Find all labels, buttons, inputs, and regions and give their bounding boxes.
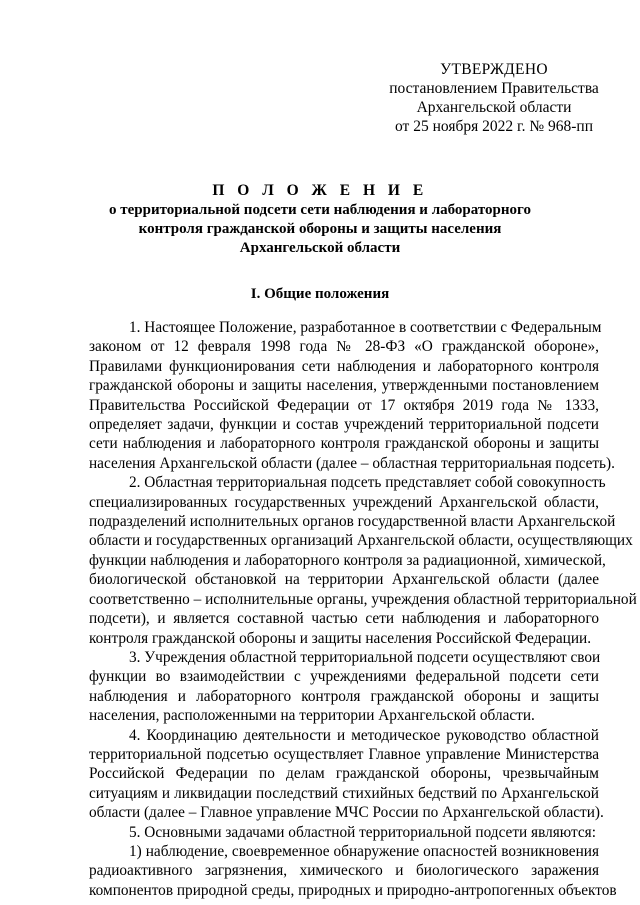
paragraph-line: 1) наблюдение, своевременное обнаружение опасностей возникновения xyxy=(129,842,599,860)
paragraph-line: 3. Учреждения областной территориальной подсети осуществляют свои xyxy=(129,648,601,666)
paragraph-line: подсети), и является составной частью сети наблюдения и лабораторного xyxy=(89,610,599,628)
section-heading: I. Общие положения xyxy=(250,286,390,302)
document-kind: П О Л О Ж Е Н И Е xyxy=(212,182,428,199)
paragraph-line: населения Архангельской области (далее – областная территориальная подсеть). xyxy=(89,454,615,472)
approval-line-2: Архангельской области xyxy=(416,99,572,116)
paragraph-line: области и государственных организаций Архангельской области, осуществляющих xyxy=(89,532,633,550)
paragraph-line: 4. Координацию деятельности и методическое руководство областной xyxy=(129,726,599,744)
paragraph-line: соответственно – исполнительные органы, учреждения областной территориальной xyxy=(89,590,637,608)
paragraph-line: области (далее – Главное управление МЧС России по Архангельской области). xyxy=(89,804,604,822)
paragraph-line: законом от 12 февраля 1998 года № 28-ФЗ «О гражданской обороне», xyxy=(89,338,599,356)
paragraph-line: биологической обстановкой на территории Архангельской области (далее xyxy=(89,571,599,589)
paragraph-line: ситуациям и ликвидации последствий стихийных бедствий по Архангельской xyxy=(89,784,599,802)
paragraph-line: 1. Настоящее Положение, разработанное в соответствии с Федеральным xyxy=(129,319,602,336)
paragraph-line: территориальной подсетью осуществляет Главное управление Министерства xyxy=(89,745,599,763)
paragraph-line: Правительства Российской Федерации от 17 октября 2019 года № 1333, xyxy=(89,396,599,414)
paragraph xyxy=(89,473,637,648)
paragraph-line: наблюдения и лабораторного контроля гражданской обороны и защиты xyxy=(89,687,599,705)
paragraph-line: 2. Областная территориальная подсеть представляет собой совокупность xyxy=(129,474,606,492)
paragraph-line: Российской Федерации по делам гражданской обороны, чрезвычайным xyxy=(89,765,599,783)
paragraph-line: населения, расположенными на территории Архангельской области. xyxy=(89,707,535,725)
document-subject-line: о территориальной подсети сети наблюдения и лабораторного xyxy=(109,202,531,218)
document-subject-line: контроля гражданской обороны и защиты населения xyxy=(138,221,502,237)
paragraph xyxy=(89,823,599,842)
document-subject-line: Архангельской области xyxy=(239,240,401,256)
approval-line-1: постановлением Правительства xyxy=(389,80,599,97)
document-subject xyxy=(90,201,550,258)
paragraph-line: компонентов природной среды, природных и природно-антропогенных объектов xyxy=(89,881,617,899)
paragraph-line: Правилами функционирования сети наблюдения и лабораторного контроля xyxy=(89,357,599,375)
approved-label: УТВЕРЖДЕНО xyxy=(440,61,548,78)
paragraph xyxy=(89,318,615,473)
paragraph xyxy=(89,726,604,823)
paragraph-line: радиоактивного загрязнения, химического и биологического заражения xyxy=(89,862,599,880)
paragraph-line: подразделений исполнительных органов государственной власти Архангельской xyxy=(89,513,616,531)
paragraph xyxy=(89,842,617,900)
paragraph-line: функции наблюдения и лабораторного контроля за радиационной, химической, xyxy=(89,551,606,569)
paragraph-line: функции во взаимодействии с учреждениями федеральной подсети сети xyxy=(89,668,599,686)
paragraph-line: специализированных государственных учреждений Архангельской области, xyxy=(89,493,599,511)
paragraph-line: 5. Основными задачами областной территориальной подсети являются: xyxy=(129,823,596,841)
document-title xyxy=(90,181,550,258)
paragraph xyxy=(89,648,599,726)
paragraph-line: определяет задачи, функции и состав учреждений территориальной подсети xyxy=(89,416,599,434)
approval-line-3: от 25 ноября 2022 г. № 968-пп xyxy=(395,118,593,135)
paragraph-line: контроля гражданской обороны и защиты населения Российской Федерации. xyxy=(89,629,592,647)
paragraph-line: сети наблюдения и лабораторного контроля гражданской обороны и защиты xyxy=(89,435,599,453)
approval-stamp xyxy=(384,60,604,136)
document-body xyxy=(89,318,637,900)
paragraph-line: гражданской обороны и защиты населения, утвержденными постановлением xyxy=(89,377,599,395)
